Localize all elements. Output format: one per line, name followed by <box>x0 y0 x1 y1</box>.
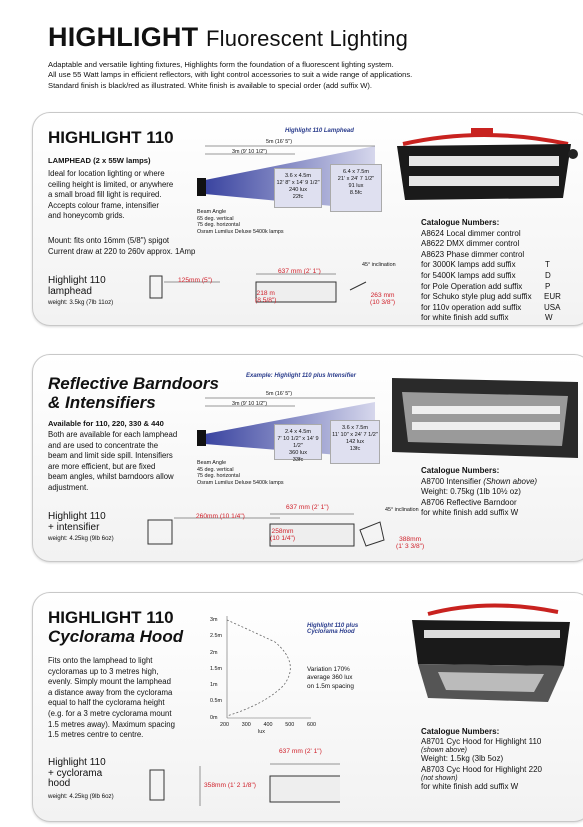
product-photo-lamphead <box>383 124 580 210</box>
illum-box-5m: 3.6 x 7.5m 11' 10" x 24' 7 1/2" 142 lux 13fc <box>330 420 380 464</box>
mount-info: Mount: fits onto 16mm (5/8") spigot Current draw at 220 to 260v approx. 1Amp <box>48 236 196 256</box>
dim-width: 637 mm (2' 1") <box>278 268 321 275</box>
panel-title: HIGHLIGHT 110 Cyclorama Hood <box>48 608 184 646</box>
model-name: Highlight 110 + cyclorama hood <box>48 757 106 789</box>
dimension-drawing <box>140 262 380 312</box>
lamphead-icon <box>197 178 206 196</box>
inclination: 45° inclination <box>385 507 419 513</box>
illum-box-3m: 2.4 x 4.5m 7' 10 1/2" x 14' 9 1/2" 360 lux 33fc <box>274 424 322 460</box>
dim-width: 637 mm (2' 1") <box>286 504 329 511</box>
dim-inclined: 388mm (1' 3 3/8") <box>396 536 425 550</box>
beam-angle-info: Beam Angle 45 deg. vertical 75 deg. horizontal Osram Lumilux Deluxe 5400k lamps <box>197 460 284 486</box>
dim-inclined: 263 mm (10 3/8") <box>370 292 396 306</box>
description: Fits onto the lamphead to light cycloramas up to 3 metres high, evenly. Simply mount the lamphead a distance away from the cyclorama equal to half the cyclorama height (e.g. for a 3 metre cyclorama mount 1.5 metres away). Maximum spacing 1.5 metres centre to centre. <box>48 656 175 740</box>
dim-height: 358mm (1' 2 1/8") <box>204 782 256 789</box>
dim-depth: 260mm (10 1/4") <box>196 513 245 520</box>
intro-text: Adaptable and versatile lighting fixtures, Highlights form the foundation of a fluorescent lighting system. All use 55 Watt lamps in efficient reflectors, with light control accessories to suit a wide range of applications. Standard finish is black/red as illustrated. White finish is available to special order (add suffix W). <box>48 60 413 90</box>
dim-depth: 125mm (5") <box>178 277 213 284</box>
diagram-caption: Example: Highlight 110 plus Intensifier <box>246 373 356 379</box>
weight: weight: 3.5kg (7lb 11oz) <box>48 299 114 306</box>
diagram-caption: Highlight 110 Lamphead <box>285 128 354 134</box>
y-axis-ticks: 3m 2.5m 2m 1.5m 1m 0.5m 0m <box>210 617 222 721</box>
description: Ideal for location lighting or where ceiling height is limited, or anywhere a small broad fill light is required. Accepts colour frame, intensifier and honeycomb grids. <box>48 169 174 221</box>
distance-3m: 3m (9' 10 1/2") <box>232 401 268 407</box>
weight: weight: 4.25kg (9lb 6oz) <box>48 535 114 542</box>
page-title: HIGHLIGHT Fluorescent Lighting <box>48 22 409 52</box>
catalogue-list: Catalogue Numbers: A8700 Intensifier (Shown above) Weight: 0.75kg (1lb 10½ oz) A8706 Reflective Barndoor for white finish add suffix W <box>421 466 538 518</box>
variation-note: Variation 170% average 360 lux on 1.5m spacing <box>307 666 354 690</box>
diagram-caption: Highlight 110 plus Cyclorama Hood <box>307 623 359 635</box>
dimension-drawing <box>140 506 390 556</box>
dim-height: 258mm (10 1/4") <box>270 528 296 542</box>
panel-title: Reflective Barndoors & Intensifiers <box>48 374 219 412</box>
distribution-curve <box>227 620 290 716</box>
illum-box-3m: 3.6 x 4.5m 12' 8" x 14' 9 1/2" 240 lux 22fc <box>274 168 322 208</box>
x-axis-unit: lux <box>258 729 265 735</box>
lamphead-icon <box>197 430 206 446</box>
weight: weight: 4.25kg (9lb 6oz) <box>48 793 114 800</box>
distance-3m: 3m (9' 10 1/2") <box>232 149 268 155</box>
beam-angle-info: Beam Angle 65 deg. vertical 75 deg. horizontal Osram Lumilux Deluxe 5400k lamps <box>197 209 284 235</box>
distance-5m: 5m (16' 5") <box>266 391 293 397</box>
description: Both are available for each lamphead and are used to concentrate the beam and limit side spill. Intensifiers are more efficient, but are fixed beam angles, whilst barndoors allow adjustment. <box>48 430 178 492</box>
subtitle: Available for 110, 220, 330 & 440 <box>48 419 164 428</box>
dim-height: 218 m (8 5/8") <box>255 290 277 304</box>
catalogue-list: Catalogue Numbers: A8701 Cyc Hood for Highlight 110 (shown above) Weight: 1.5kg (3lb 5oz) A8703 Cyc Hood for Highlight 220 (not shown) for white finish add suffix W <box>421 727 542 791</box>
x-axis-ticks: 200 300 400 500 600 <box>220 722 316 728</box>
inclination: 45° inclination <box>362 262 396 268</box>
model-name: Highlight 110 lamphead <box>48 275 106 297</box>
distance-5m: 5m (16' 5") <box>266 139 293 145</box>
subtitle: LAMPHEAD (2 x 55W lamps) <box>48 156 151 165</box>
panel-title: HIGHLIGHT 110 <box>48 128 174 147</box>
illum-box-5m: 6.4 x 7.5m 21' x 24' 7 1/2" 91 lux 8.5fc <box>330 164 382 212</box>
dim-width: 637 mm (2' 1") <box>279 748 322 755</box>
catalogue-list: Catalogue Numbers: A8624 Local dimmer control A8622 DMX dimmer control A8623 Phase dimmer control for 3000K lamps add suffix T for 5400K lamps add suffix D for Pole Operation add suffix P for Schuko style plug add suffix EUR for 110v operation add suffix USA for white finish add suffix W <box>421 218 561 323</box>
product-photo-intensifier <box>392 372 578 464</box>
model-name: Highlight 110 + intensifier <box>48 511 106 533</box>
product-photo-cyc-hood <box>398 592 578 718</box>
